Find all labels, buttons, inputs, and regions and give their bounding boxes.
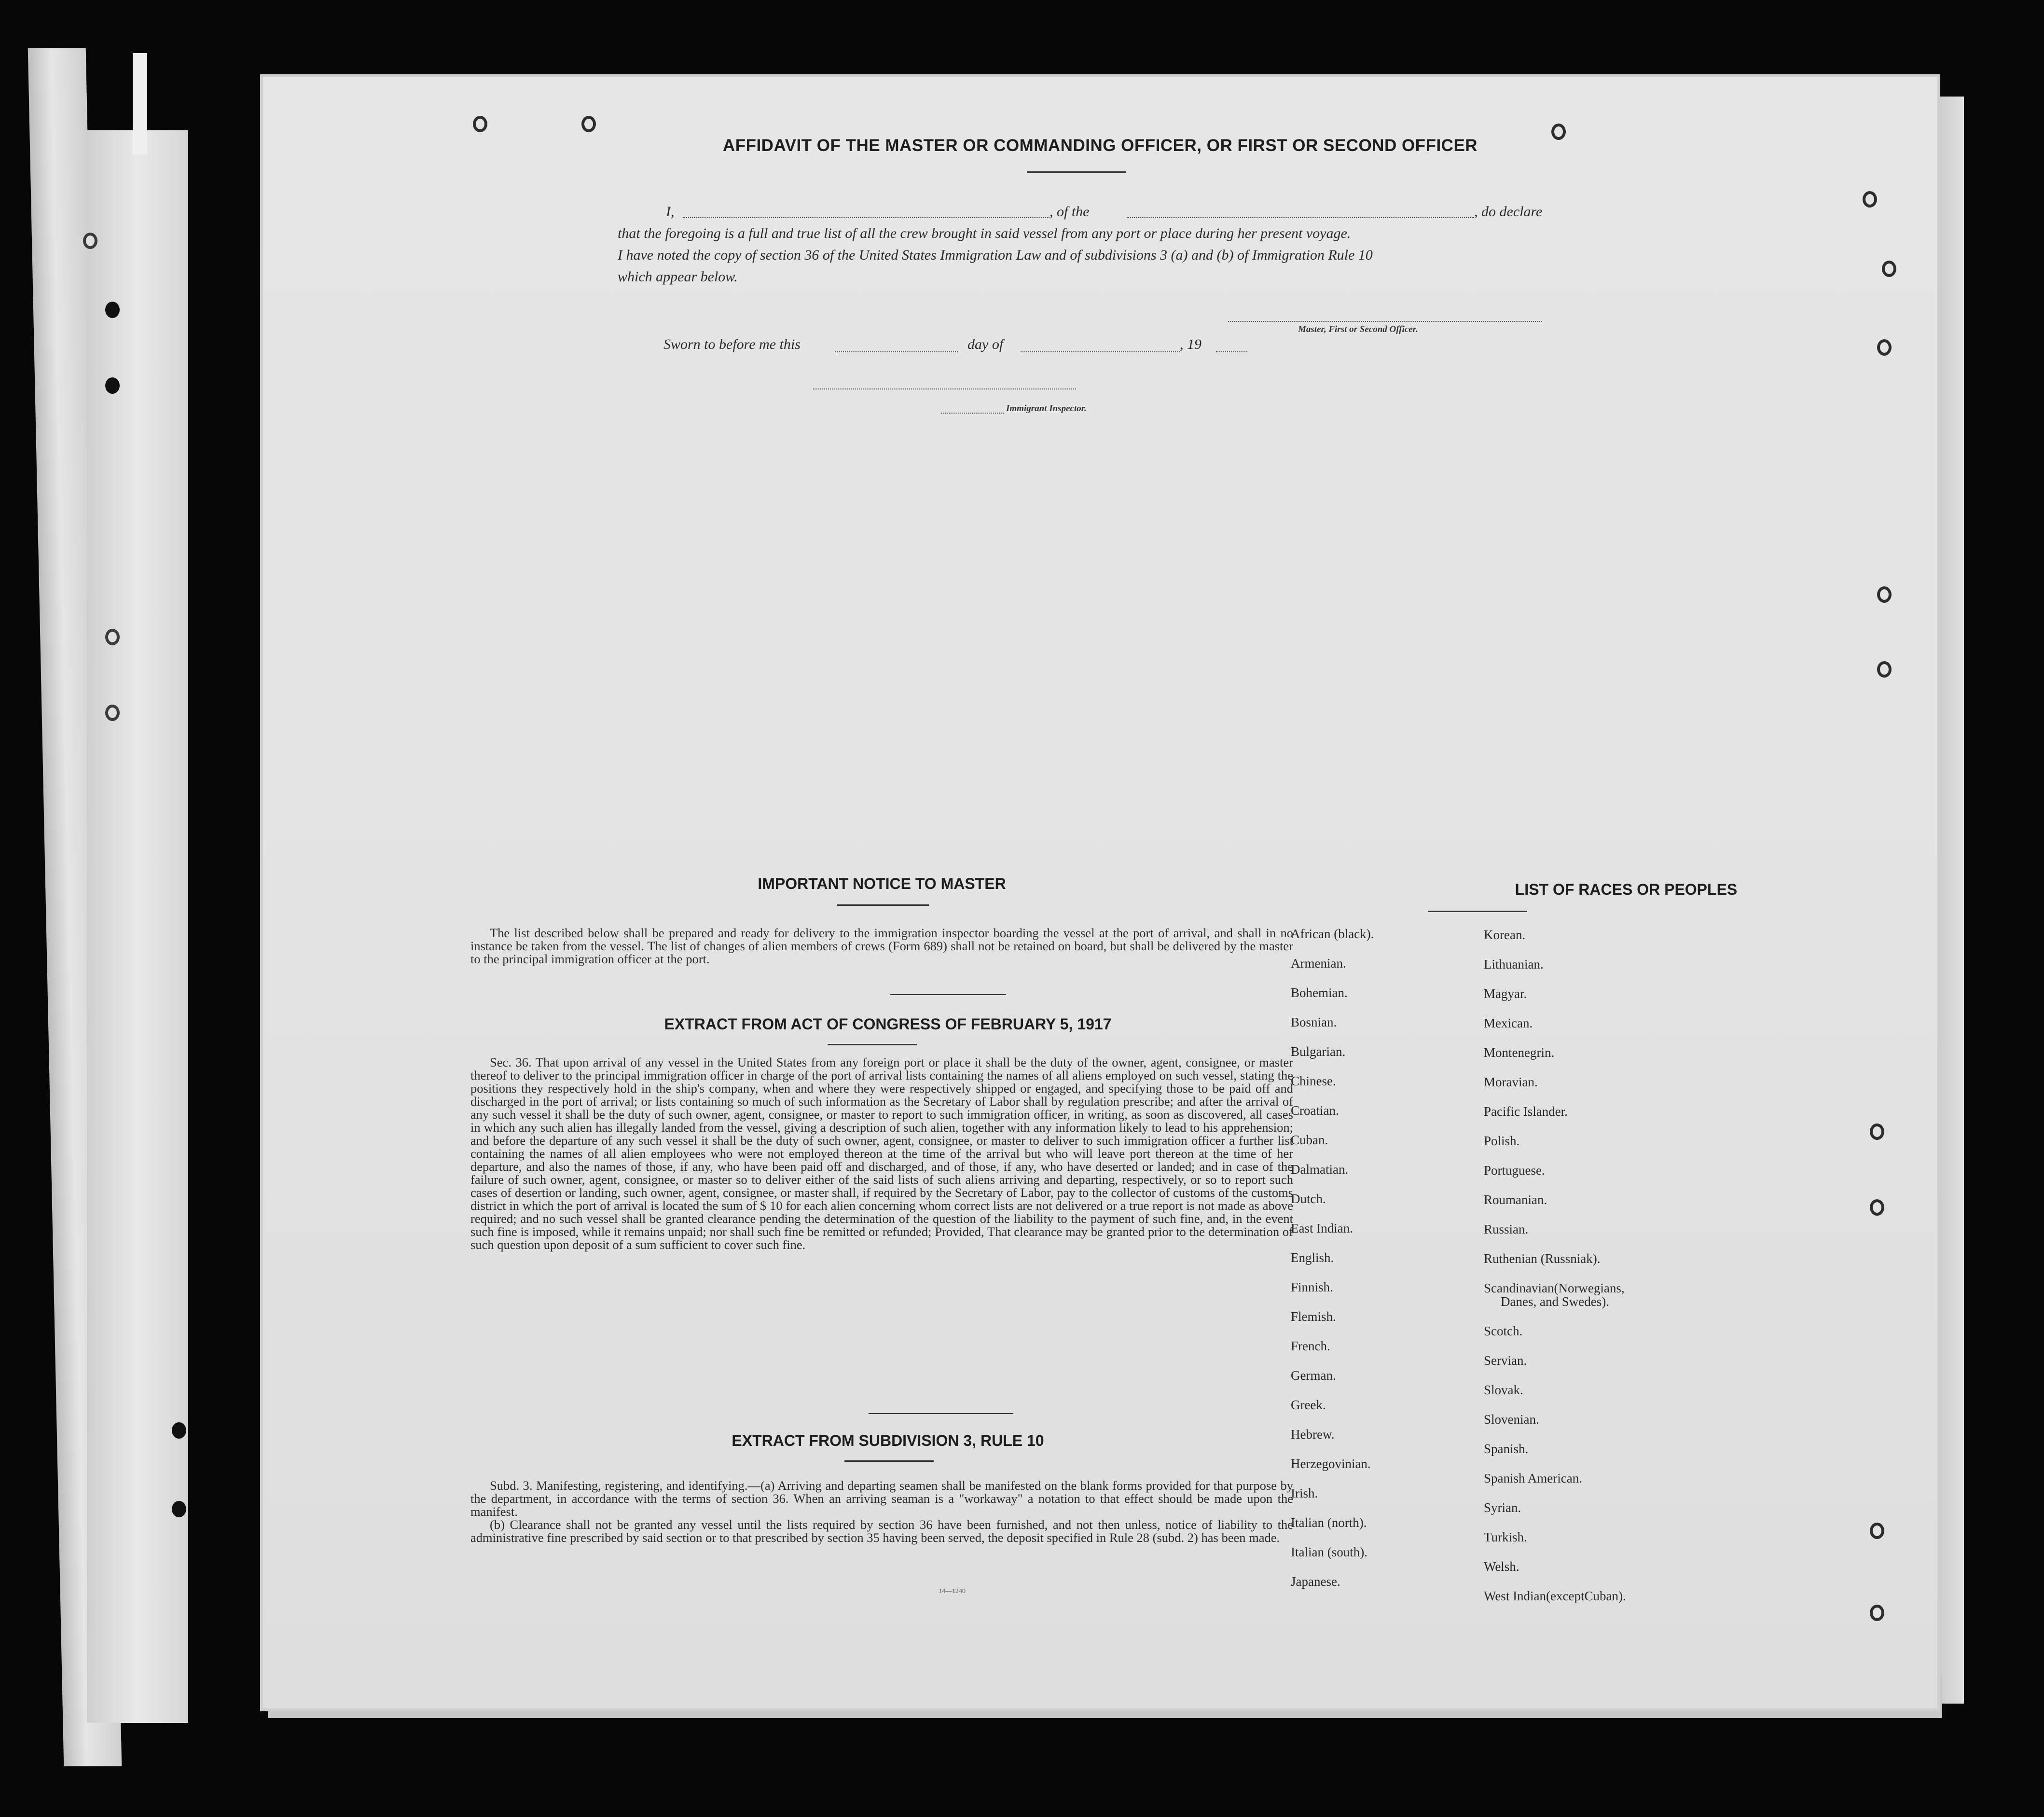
race-item: Polish. <box>1484 1134 1520 1148</box>
race-item: Montenegrin. <box>1484 1045 1555 1060</box>
race-item: Lithuanian. <box>1484 957 1544 971</box>
binding-hole <box>105 302 120 318</box>
race-item: Italian (south). <box>1291 1545 1367 1559</box>
race-item: Syrian. <box>1484 1500 1521 1515</box>
race-item: Welsh. <box>1484 1559 1519 1574</box>
rule-extract-title: EXTRACT FROM SUBDIVISION 3, RULE 10 <box>732 1432 1044 1449</box>
race-item: German. <box>1291 1368 1336 1383</box>
punch-hole <box>581 116 596 132</box>
race-item: Japanese. <box>1291 1574 1340 1589</box>
race-item: Russian. <box>1484 1222 1529 1236</box>
races-title: LIST OF RACES OR PEOPLES <box>1515 881 1738 898</box>
inspector-signature-blank[interactable] <box>813 388 1076 389</box>
affidavit-line-2: that the foregoing is a full and true list of all the crew brought in said vessel from any port or place during her present voyage. <box>618 225 1351 241</box>
sworn-day-of-label: day of <box>967 336 1004 352</box>
race-item: French. <box>1291 1339 1330 1353</box>
race-item: Croatian. <box>1291 1103 1339 1118</box>
punch-hole <box>1877 339 1892 356</box>
binding-hole <box>172 1501 186 1517</box>
sworn-label: Sworn to before me this <box>663 336 801 352</box>
act-extract-text: Sec. 36. That upon arrival of any vessel in the United States from any foreign port or place it shall be the duty of the owner, agent, consignee, or master thereof to deliver to the principal immigration officer in charge of the port of arrival lists containing the names of all aliens employed on such vessel, stating the positions they respectively hold in the ship's company, when and where they were respectively shipped or engaged, and specifying those to be paid off and discharged in the port of arrival; or lists containing so much of such information as the Secretary of Labor shall by regulation prescribe; and after the arrival of any such vessel it shall be the duty of such owner, agent, consignee, or master to report to such immigration officer, in writing, as soon as discovered, all cases in which any such alien has illegally landed from the vessel, giving a description of such alien, together with any information likely to lead to his apprehension; and before the departure of any such vessel it shall be the duty of such owner, agent, consignee, or master to deliver to such immigration officer a further list containing the names of all alien employees who were not employed thereon at the time of the arrival but who will leave port thereon at the time of her departure, and also the names of those, if any, who have been paid off and discharged, and of those, if any, who have deserted or landed; and in case of the failure of such owner, agent, consignee, or master so to deliver either of the said lists of such aliens arriving and departing, respectively, or so to report such cases of desertion or landing, such owner, agent, consignee, or master shall, if required by the Secretary of Labor, pay to the collector of customs of the customs district in which the port of arrival is located the sum of $ 10 for each alien concerning whom correct lists are not delivered or a true report is not made as above required; and no such vessel shall be granted clearance pending the determination of the question of the liability to the payment of such fine, and, in the event such fine is imposed, while it remains unpaid; nor shall such fine be remitted or refunded; Provided, That clearance may be granted prior to the determination of such question upon deposit of a sum sufficient to cover such fine. <box>470 1055 1293 1252</box>
punch-hole <box>1863 191 1877 208</box>
race-item: West Indian(exceptCuban). <box>1484 1589 1626 1603</box>
race-item: Korean. <box>1484 928 1526 942</box>
act-extract-rule <box>828 1044 917 1045</box>
race-item: Armenian. <box>1291 956 1346 971</box>
race-item: Scotch. <box>1484 1324 1523 1338</box>
race-item: Slovenian. <box>1484 1412 1539 1427</box>
sworn-day-blank[interactable] <box>835 351 958 352</box>
race-item: Greek. <box>1291 1398 1326 1412</box>
notice-title: IMPORTANT NOTICE TO MASTER <box>758 875 1006 892</box>
notice-rule <box>837 904 929 906</box>
affidavit-of-the-label: , of the <box>1050 204 1090 220</box>
affidavit-line-3: I have noted the copy of section 36 of the United States Immigration Law and of subdivisions 3 (a) and (b) of Immigration Rule 10 <box>618 247 1373 263</box>
race-item: Slovak. <box>1484 1383 1523 1397</box>
race-item: Magyar. <box>1484 986 1527 1001</box>
notice-text: The list described below shall be prepared and ready for delivery to the immigration inspector boarding the vessel at the port of arrival, and shall in no instance be taken from the vessel. The list of changes of alien members of crews (Form 689) shall not be retained on board, but shall be delivered by the master to the principal immigration officer at the port. <box>470 926 1293 966</box>
section-rule <box>869 1413 1013 1414</box>
punch-hole <box>1882 261 1896 277</box>
affidavit-title: AFFIDAVIT OF THE MASTER OR COMMANDING OFFICER, OR FIRST OR SECOND OFFICER <box>722 136 1478 155</box>
rule-extract-rule <box>844 1460 934 1462</box>
act-extract-title: EXTRACT FROM ACT OF CONGRESS OF FEBRUARY 5, 1917 <box>664 1015 1112 1033</box>
race-item: Cuban. <box>1291 1133 1328 1147</box>
race-item: Irish. <box>1291 1486 1318 1500</box>
binding-hole <box>105 377 120 394</box>
race-item: Hebrew. <box>1291 1427 1335 1442</box>
sworn-year-label: , 19 <box>1180 336 1202 352</box>
race-item: Italian (north). <box>1291 1515 1367 1530</box>
race-item: African (black). <box>1291 927 1374 941</box>
race-item: Dutch. <box>1291 1192 1326 1206</box>
binding-hole <box>83 233 97 249</box>
affidavit-line-4: which appear below. <box>618 269 738 285</box>
binding-hole <box>172 1422 186 1439</box>
race-item: Flemish. <box>1291 1309 1336 1324</box>
title-rule <box>1027 171 1126 173</box>
race-item: Moravian. <box>1484 1075 1538 1089</box>
races-rule <box>1428 911 1527 912</box>
race-item: Bosnian. <box>1291 1015 1337 1029</box>
punch-hole <box>1870 1123 1884 1140</box>
affidavit-declare-label: , do declare <box>1474 204 1543 220</box>
race-item: Portuguese. <box>1484 1163 1545 1178</box>
punch-hole <box>1870 1199 1884 1216</box>
binding-hole <box>105 629 120 645</box>
race-item: Pacific Islander. <box>1484 1104 1568 1119</box>
inspector-rule <box>941 413 1004 414</box>
punch-hole <box>1870 1523 1884 1539</box>
race-item: Dalmatian. <box>1291 1162 1349 1177</box>
punch-hole <box>1877 661 1892 678</box>
page-stack-edge <box>1935 97 1964 1704</box>
master-signature-blank[interactable] <box>1228 321 1542 322</box>
race-item: Bohemian. <box>1291 985 1348 1000</box>
race-item: Chinese. <box>1291 1074 1336 1088</box>
race-item: Scandinavian(Norwegians, <box>1484 1281 1625 1295</box>
race-item: Mexican. <box>1484 1016 1533 1030</box>
left-page-curl <box>87 130 188 1723</box>
punch-hole <box>473 116 487 132</box>
race-item: Danes, and Swedes). <box>1501 1294 1609 1309</box>
race-item: Herzegovinian. <box>1291 1456 1371 1471</box>
sworn-year-blank[interactable] <box>1216 351 1247 352</box>
punch-hole <box>1877 586 1892 603</box>
race-item: Finnish. <box>1291 1280 1333 1294</box>
race-item: Servian. <box>1484 1353 1527 1368</box>
race-item: English. <box>1291 1250 1334 1265</box>
race-item: Spanish American. <box>1484 1471 1582 1485</box>
race-item: Roumanian. <box>1484 1193 1547 1207</box>
race-item: Spanish. <box>1484 1442 1529 1456</box>
race-item: East Indian. <box>1291 1221 1353 1235</box>
binding-hole <box>105 705 120 721</box>
race-item: Ruthenian (Russniak). <box>1484 1251 1601 1266</box>
sworn-month-blank[interactable] <box>1021 351 1180 352</box>
form-number: 14—1240 <box>939 1588 966 1595</box>
race-item: Bulgarian. <box>1291 1044 1346 1059</box>
vessel-blank[interactable] <box>1127 217 1474 218</box>
name-blank[interactable] <box>683 217 1050 218</box>
affidavit-i-label: I, <box>666 204 675 220</box>
inspector-caption: Immigrant Inspector. <box>1006 403 1087 414</box>
rule-extract-text: Subd. 3. Manifesting, registering, and identifying.—(a) Arriving and departing seamen shall be manifested on the blank forms provided for that purpose by the department, in accordance with the terms of section 36. When an arriving seaman is a "workaway" a notation to that effect should be made upon the manifest. (b) Clearance shall not be granted any vessel until the lists required by section 36 have been furnished, and not then unless, notice of liability to the administrative fine prescribed by said section or to that prescribed by section 35 having been served, the deposit specified in Rule 28 (subd. 2) has been made. <box>470 1478 1293 1545</box>
master-caption: Master, First or Second Officer. <box>1298 324 1418 334</box>
section-rule <box>890 994 1006 995</box>
punch-hole <box>1870 1605 1884 1621</box>
document-page <box>263 77 1937 1708</box>
race-item: Turkish. <box>1484 1530 1527 1544</box>
left-page-tab <box>133 53 147 154</box>
